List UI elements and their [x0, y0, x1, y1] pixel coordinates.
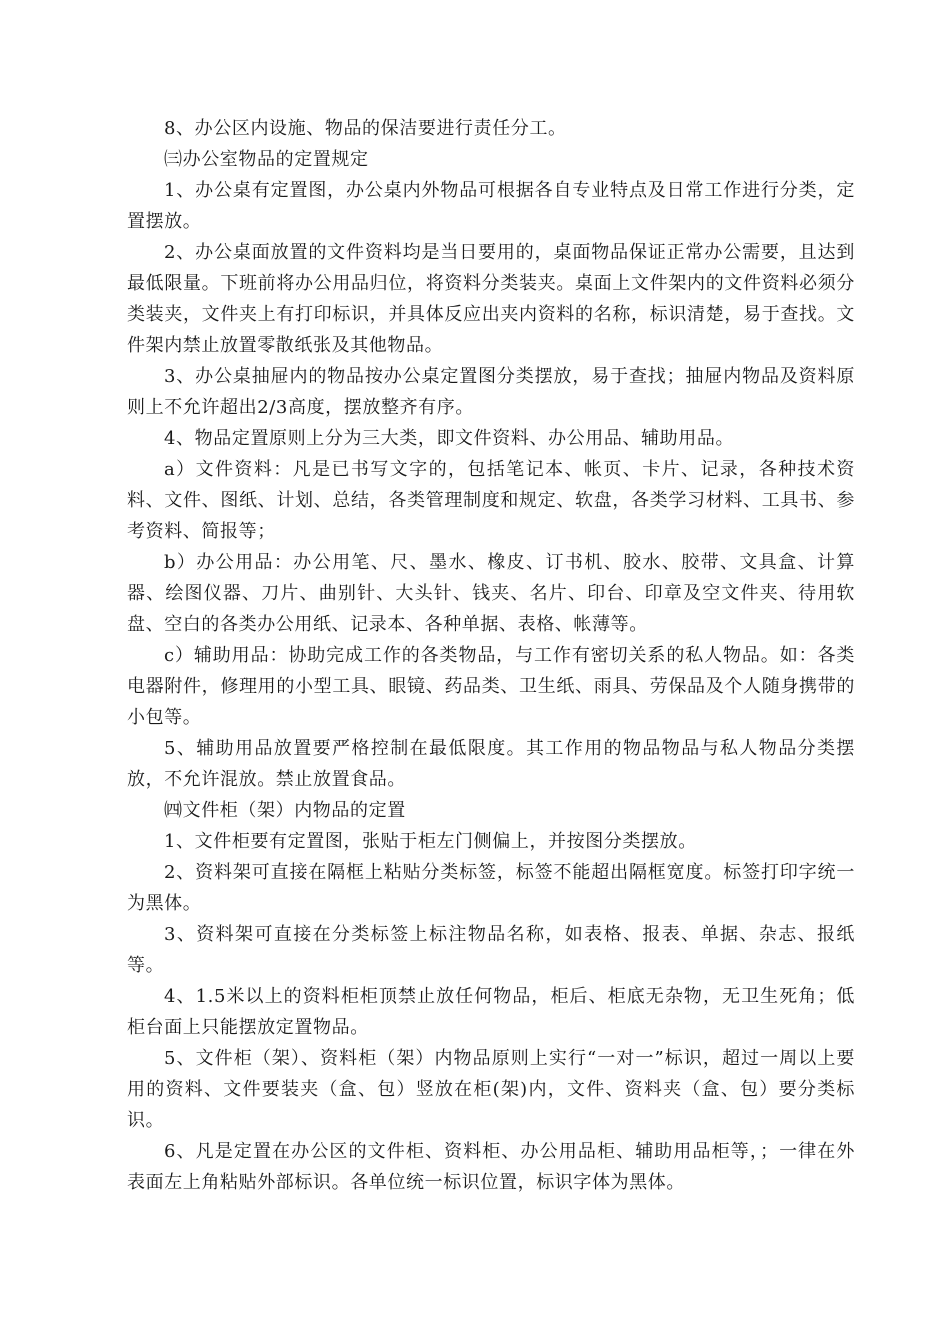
paragraph-cabinet-layout: 1、文件柜要有定置图，张贴于柜左门侧偏上，并按图分类摆放。: [164, 831, 697, 852]
document-body: [127, 113, 855, 1198]
paragraph-auxiliary-limit: 5、辅助用品放置要严格控制在最低限度。其工作用的物品物品与私人物品分类摆放，不允许混放。禁止放置食品。: [127, 738, 855, 790]
paragraph-a-documents: a）文件资料：凡是已书写文字的，包括笔记本、帐页、卡片、记录，各种技术资料、文件、图纸、计划、总结，各类管理制度和规定、软盘，各类学习材料、工具书、参考资料、简报等；: [127, 459, 855, 542]
paragraph-external-labels: 6、凡是定置在办公区的文件柜、资料柜、办公用品柜、辅助用品柜等，；一律在外表面左上角粘贴外部标识。各单位统一标识位置，标识字体为黑体。: [127, 1141, 855, 1193]
section-heading-4-cabinets: ㈣文件柜（架）内物品的定置: [164, 800, 406, 821]
paragraph-c-auxiliary: c）辅助用品：协助完成工作的各类物品，与工作有密切关系的私人物品。如：各类电器附件，修理用的小型工具、眼镜、药品类、卫生纸、雨具、劳保品及个人随身携带的小包等。: [127, 645, 855, 728]
paragraph-shelf-names: 3、资料架可直接在分类标签上标注物品名称，如表格、报表、单据、杂志、报纸等。: [127, 924, 855, 976]
paragraph-three-categories: 4、物品定置原则上分为三大类，即文件资料、办公用品、辅助用品。: [164, 428, 735, 449]
paragraph-shelf-labels: 2、资料架可直接在隔框上粘贴分类标签，标签不能超出隔框宽度。标签打印字统一为黑体。: [127, 862, 855, 914]
paragraph-item-8-cleaning: 8、办公区内设施、物品的保洁要进行责任分工。: [164, 118, 567, 139]
paragraph-drawer: 3、办公桌抽屉内的物品按办公桌定置图分类摆放，易于查找；抽屉内物品及资料原则上不允许超出2/3高度，摆放整齐有序。: [127, 366, 855, 418]
paragraph-one-to-one: 5、文件柜（架）、资料柜（架）内物品原则上实行“一对一”标识，超过一周以上要用的资料、文件要装夹（盒、包）竖放在柜(架)内，文件、资料夹（盒、包）要分类标识。: [127, 1048, 855, 1131]
paragraph-desk-surface: 2、办公桌面放置的文件资料均是当日要用的，桌面物品保证正常办公需要，且达到最低限量。下班前将办公用品归位，将资料分类装夹。桌面上文件架内的文件资料必须分类装夹，文件夹上有打印标识，并具体反应出夹内资料的名称，标识清楚，易于查找。文件架内禁止放置零散纸张及其他物品。: [127, 242, 855, 356]
paragraph-desk-layout: 1、办公桌有定置图，办公桌内外物品可根据各自专业特点及日常工作进行分类，定置摆放。: [127, 180, 855, 232]
paragraph-b-office-supplies: b）办公用品：办公用笔、尺、墨水、橡皮、订书机、胶水、胶带、文具盒、计算器、绘图仪器、刀片、曲别针、大头针、钱夹、名片、印台、印章及空文件夹、待用软盘、空白的各类办公用纸、记录本、各种单据、表格、帐薄等。: [127, 552, 855, 635]
section-heading-3-office-items: ㈢办公室物品的定置规定: [164, 149, 369, 170]
paragraph-cabinet-top: 4、1.5米以上的资料柜柜顶禁止放任何物品，柜后、柜底无杂物，无卫生死角；低柜台面上只能摆放定置物品。: [127, 986, 855, 1038]
